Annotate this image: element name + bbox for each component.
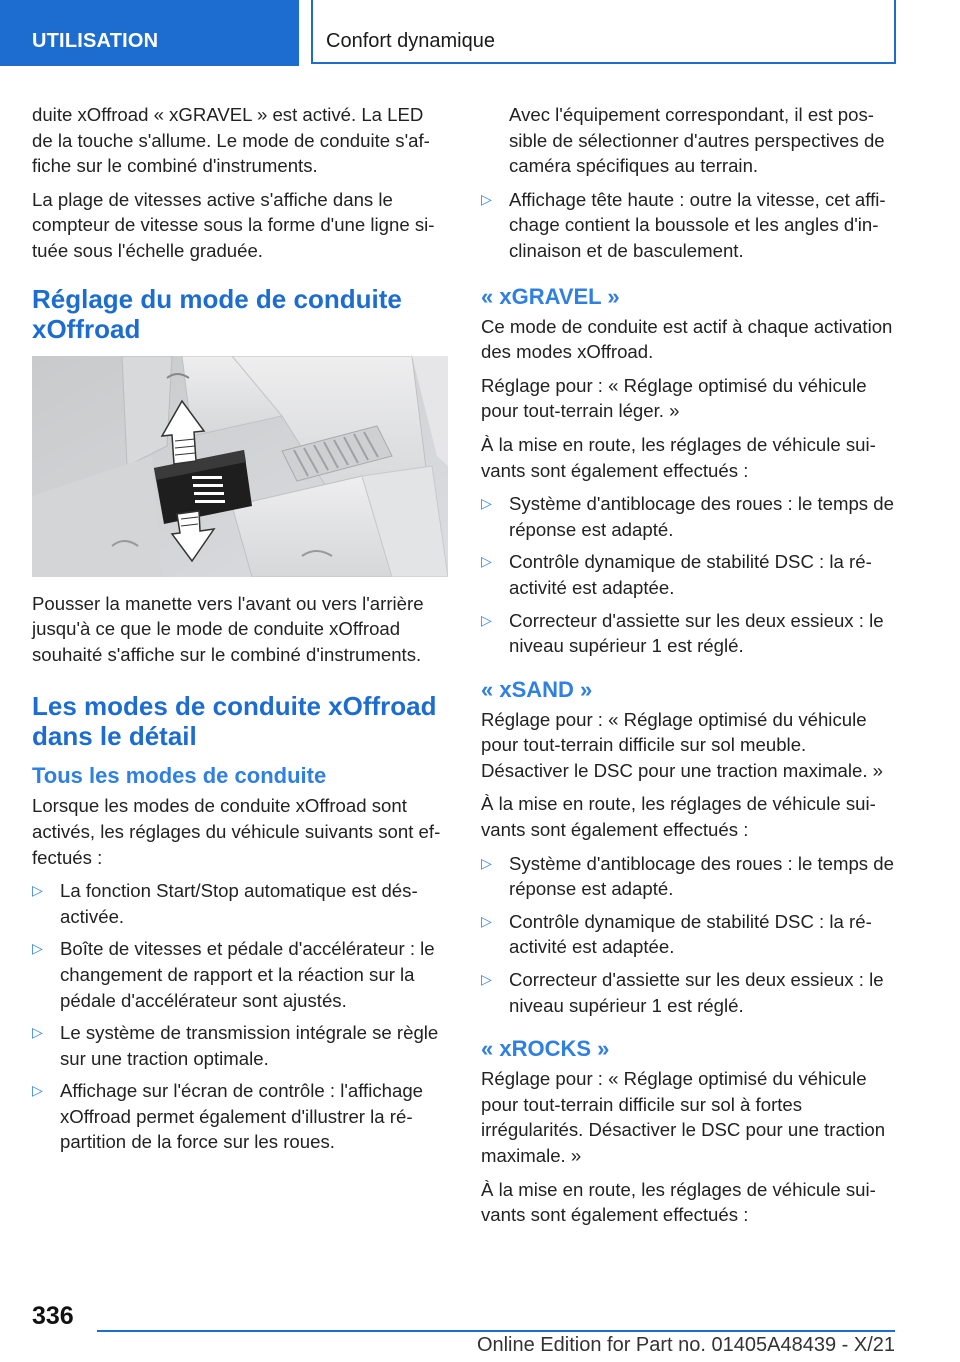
triangle-bullet-icon: ▷ xyxy=(481,495,492,512)
mode-heading-rocks: « xROCKS » xyxy=(481,1036,610,1062)
page-header xyxy=(0,0,960,66)
paragraph: Réglage pour : « Réglage optimisé du véhicule pour tout-terrain difficile sur sol à fortes irrégularités. Désactiver le DSC pour une traction maximale. » xyxy=(481,1068,886,1166)
list-item: ▷ Affichage sur l'écran de contrôle : l'affichage xOffroad permet également d'illustrer la répartition de la force sur les roues. xyxy=(32,1080,424,1153)
paragraph: À la mise en route, les réglages de véhicule suivants sont également effectués : xyxy=(481,1178,876,1226)
triangle-bullet-icon: ▷ xyxy=(32,940,43,957)
bullet-list xyxy=(481,187,895,264)
list-item: ▷ Contrôle dynamique de stabilité DSC : la réactivité est adaptée. xyxy=(481,551,872,598)
triangle-bullet-icon: ▷ xyxy=(481,912,492,929)
mode-heading-gravel: « xGRAVEL » xyxy=(481,283,620,309)
right-column xyxy=(481,102,895,1236)
paragraph: À la mise en route, les réglages de véhicule suivants sont également effectués : xyxy=(481,793,876,841)
paragraph: La plage de vitesses active s'affiche dans le compteur de vitesse sous la forme d'une ligne située sous l'échelle graduée. xyxy=(32,188,435,261)
bullet-list xyxy=(481,851,895,1019)
list-item: ▷ Correcteur d'assiette sur les deux essieux : le niveau supérieur 1 est réglé. xyxy=(481,609,884,657)
list-item: ▷ Système d'antiblocage des roues : le temps de réponse est adapté. xyxy=(481,493,894,540)
section-heading: Les modes de conduite xOffroad dans le détail xyxy=(32,691,437,752)
section-heading: Réglage du mode de conduite xOffroad xyxy=(32,283,402,344)
list-item: ▷ La fonction Start/Stop automatique est désactivée. xyxy=(32,880,418,927)
triangle-bullet-icon: ▷ xyxy=(32,882,43,899)
footer-divider xyxy=(97,1330,895,1332)
paragraph: Ce mode de conduite est actif à chaque activation des modes xOffroad. xyxy=(481,315,893,363)
list-item: ▷ Affichage tête haute : outre la vitesse, cet affichage contient la boussole et les angles d'inclinaison et de basculement. xyxy=(481,188,886,261)
chapter-title: Confort dynamique xyxy=(311,0,896,64)
triangle-bullet-icon: ▷ xyxy=(32,1024,43,1041)
mode-heading-sand: « xSAND » xyxy=(481,676,593,702)
section-tab: UTILISATION xyxy=(0,0,299,66)
paragraph: Réglage pour : « Réglage optimisé du véhicule pour tout-terrain difficile sur sol meuble. Désactiver le DSC pour une traction maximale. » xyxy=(481,708,883,781)
triangle-bullet-icon: ▷ xyxy=(32,1082,43,1099)
triangle-bullet-icon: ▷ xyxy=(481,854,492,871)
page-number: 336 xyxy=(32,1302,74,1330)
list-item: ▷ Contrôle dynamique de stabilité DSC : la réactivité est adaptée. xyxy=(481,910,872,958)
triangle-bullet-icon: ▷ xyxy=(481,553,492,570)
paragraph: À la mise en route, les réglages de véhicule suivants sont également effectués : xyxy=(481,433,876,481)
drive-mode-switch-photo xyxy=(32,356,448,577)
bullet-list xyxy=(481,491,895,659)
list-item: ▷ Boîte de vitesses et pédale d'accélérateur : le changement de rapport et la réaction sur la pédale d'accélérateur sont ajustés. xyxy=(32,938,435,1011)
paragraph: Réglage pour : « Réglage optimisé du véhicule pour tout-terrain léger. » xyxy=(481,374,867,422)
paragraph: duite xOffroad « xGRAVEL » est activé. La LED de la touche s'allume. Le mode de conduite s'affiche sur le combiné d'instruments. xyxy=(32,104,430,177)
list-item: ▷ Correcteur d'assiette sur les deux essieux : le niveau supérieur 1 est réglé. xyxy=(481,969,884,1016)
list-item: ▷ Le système de transmission intégrale se règle sur une traction optimale. xyxy=(32,1022,439,1069)
triangle-bullet-icon: ▷ xyxy=(481,611,492,628)
triangle-bullet-icon: ▷ xyxy=(481,971,492,988)
figure-caption: Pousser la manette vers l'avant ou vers l'arrière jusqu'à ce que le mode de conduite xOffroad souhaité s'affiche sur le combiné d'instruments. xyxy=(32,592,424,665)
edition-note: Online Edition for Part no. 01405A48439 - X/21 xyxy=(476,1334,895,1356)
list-item: ▷ Système d'antiblocage des roues : le temps de réponse est adapté. xyxy=(481,852,894,900)
triangle-bullet-icon: ▷ xyxy=(481,190,492,207)
left-column xyxy=(32,102,448,1165)
paragraph: Avec l'équipement correspondant, il est possible de sélectionner d'autres perspectives de caméra spécifiques au terrain. xyxy=(509,104,885,177)
subsection-heading: Tous les modes de conduite xyxy=(32,763,327,789)
bullet-list xyxy=(32,878,448,1155)
paragraph: Lorsque les modes de conduite xOffroad sont activés, les réglages du véhicule suivants sont effectués : xyxy=(32,795,441,868)
